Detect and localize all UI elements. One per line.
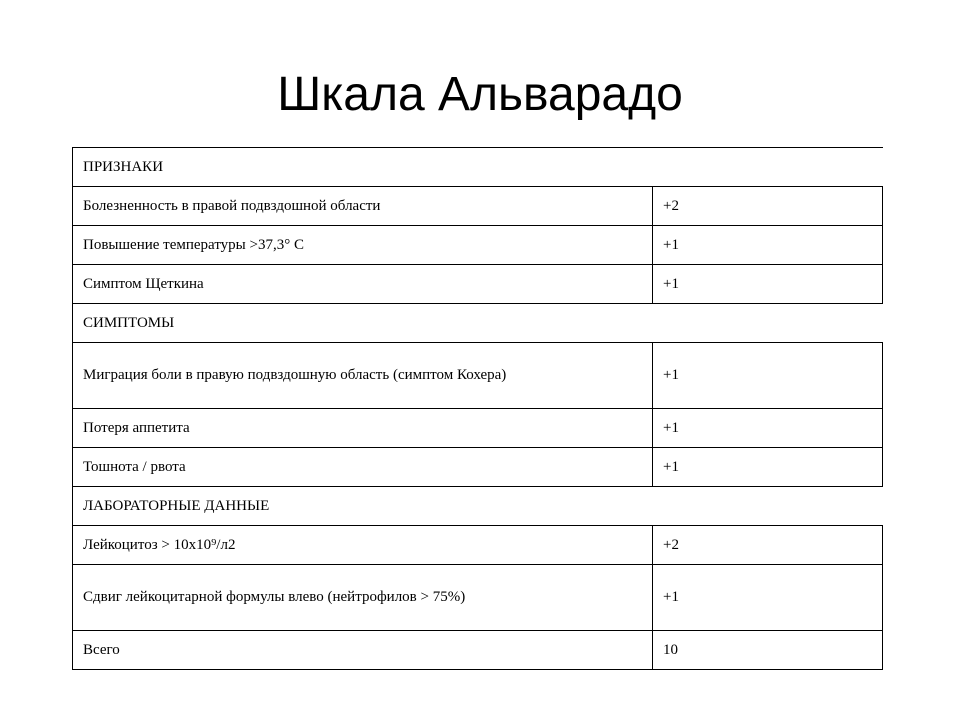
criterion-cell: Повышение температуры >37,3° С <box>73 226 653 265</box>
slide-title: Шкала Альварадо <box>277 68 683 121</box>
table-row <box>73 265 883 304</box>
criterion-cell: Тошнота / рвота <box>73 448 653 487</box>
points-cell: +1 <box>653 565 883 631</box>
section-row-signs <box>73 148 883 187</box>
table-row <box>73 526 883 565</box>
points-cell: +2 <box>653 526 883 565</box>
table-row <box>73 226 883 265</box>
criterion-cell: Болезненность в правой подвздошной области <box>73 187 653 226</box>
points-cell: +1 <box>653 409 883 448</box>
table-row <box>73 187 883 226</box>
points-cell: +1 <box>653 343 883 409</box>
table-row <box>73 565 883 631</box>
criterion-cell: Сдвиг лейкоцитарной формулы влево (нейтрофилов > 75%) <box>73 565 653 631</box>
points-cell: +1 <box>653 448 883 487</box>
criterion-cell: Потеря аппетита <box>73 409 653 448</box>
section-row-lab-data <box>73 487 883 526</box>
section-row-symptoms <box>73 304 883 343</box>
points-cell: +2 <box>653 187 883 226</box>
total-row <box>73 631 883 670</box>
points-cell: +1 <box>653 265 883 304</box>
total-label-cell: Всего <box>73 631 653 670</box>
table-row <box>73 343 883 409</box>
criterion-cell: Лейкоцитоз > 10х10⁹/л2 <box>73 526 653 565</box>
total-points-cell: 10 <box>653 631 883 670</box>
table-row <box>73 448 883 487</box>
section-header: СИМПТОМЫ <box>73 304 883 343</box>
section-header: ПРИЗНАКИ <box>73 148 883 187</box>
section-header: ЛАБОРАТОРНЫЕ ДАННЫЕ <box>73 487 883 526</box>
criterion-cell: Миграция боли в правую подвздошную область (симптом Кохера) <box>73 343 653 409</box>
points-cell: +1 <box>653 226 883 265</box>
table-row <box>73 409 883 448</box>
alvarado-score-table <box>72 147 882 670</box>
criterion-cell: Симптом Щеткина <box>73 265 653 304</box>
score-table <box>72 147 883 670</box>
